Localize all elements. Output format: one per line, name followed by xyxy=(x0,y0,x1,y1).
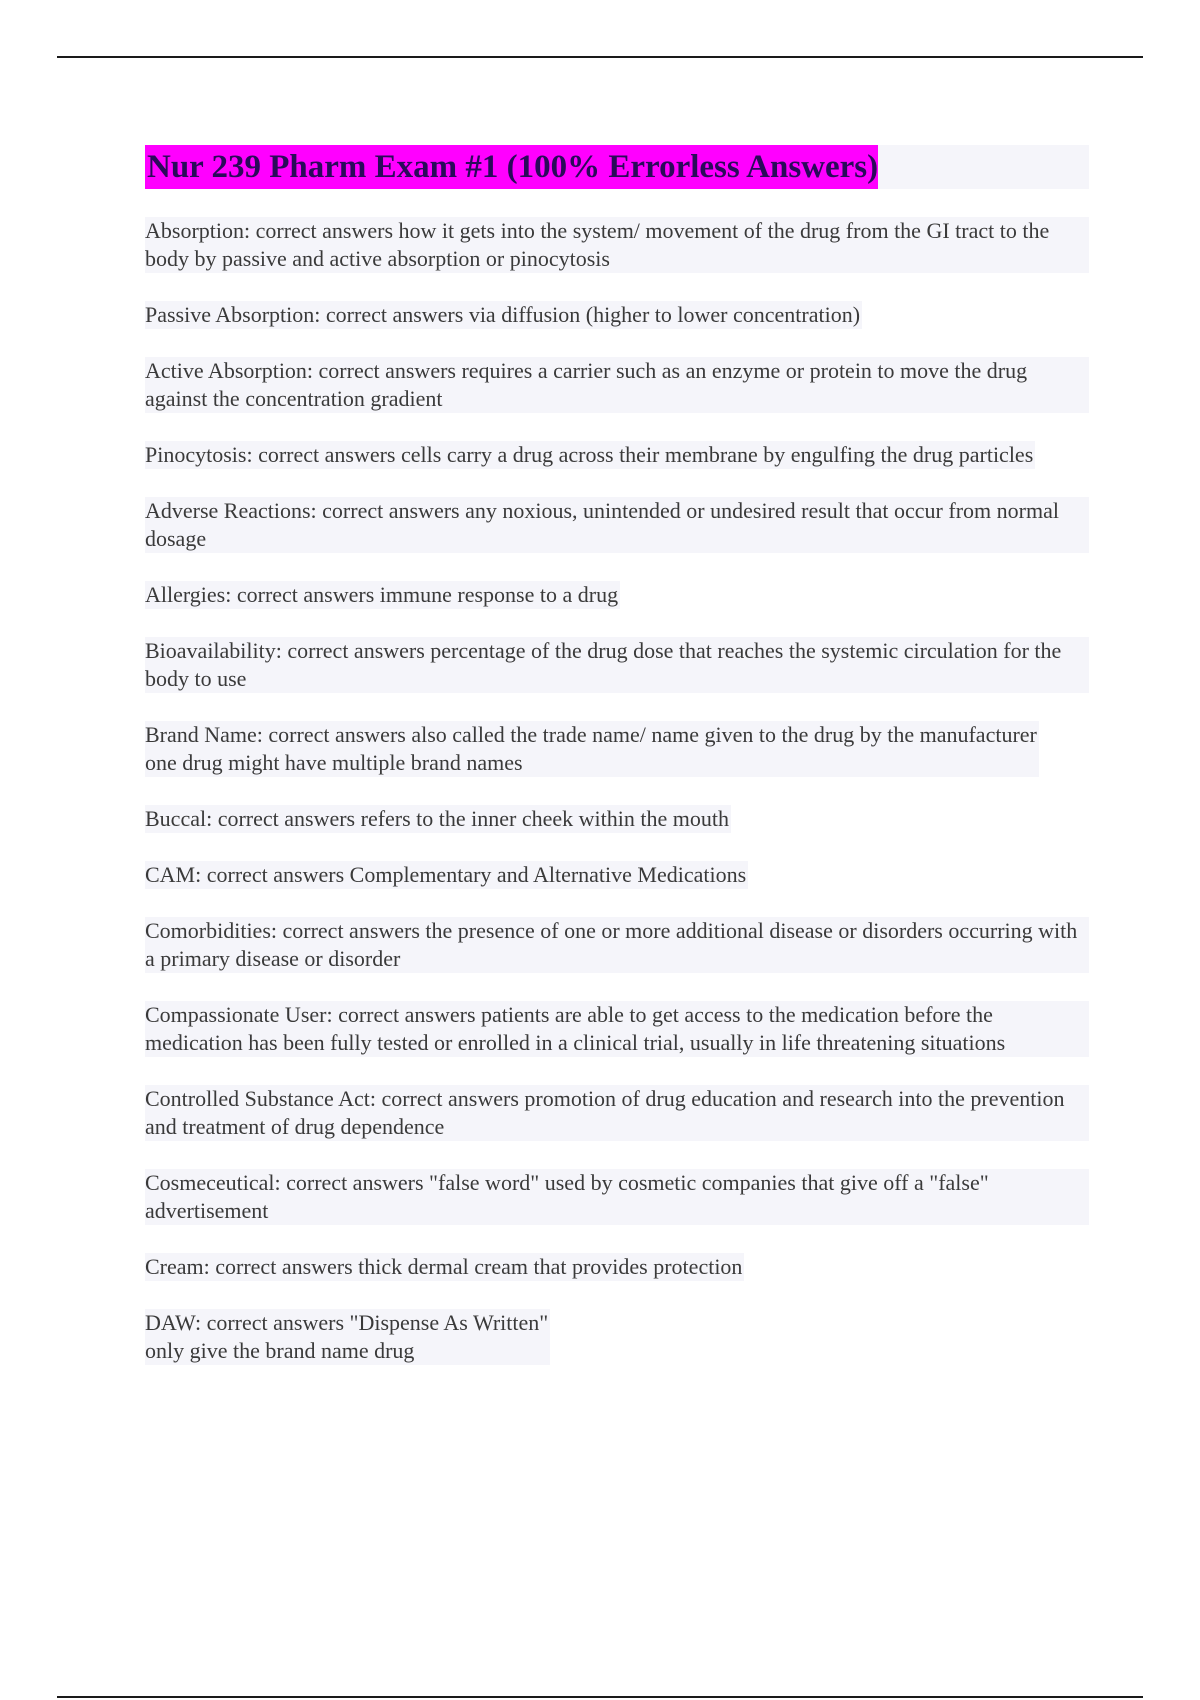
entry-extra-text: one drug might have multiple brand names xyxy=(145,750,523,775)
entry-extra-text: only give the brand name drug xyxy=(145,1338,415,1363)
entry-text: DAW: correct answers "Dispense As Written" xyxy=(145,1310,549,1335)
entry-text: CAM: correct answers Complementary and Alternative Medications xyxy=(145,862,747,887)
entry-brand-name xyxy=(145,721,1039,777)
title-block xyxy=(145,145,1089,189)
entry-bioavailability xyxy=(145,637,1089,693)
entry-comorbidities xyxy=(145,917,1089,973)
entry-cream xyxy=(145,1253,744,1281)
entry-pinocytosis xyxy=(145,441,1035,469)
entry-text: Allergies: correct answers immune response to a drug xyxy=(145,582,619,607)
entry-text: Controlled Substance Act: correct answers promotion of drug education and research into the prevention and treatment of drug dependence xyxy=(145,1086,1065,1139)
entry-cam xyxy=(145,861,748,889)
entry-controlled-substance-act xyxy=(145,1085,1089,1141)
top-rule xyxy=(57,56,1143,58)
entry-cosmeceutical xyxy=(145,1169,1089,1225)
entry-text: Pinocytosis: correct answers cells carry a drug across their membrane by engulfing the drug particles xyxy=(145,442,1034,467)
entry-allergies xyxy=(145,581,620,609)
entry-adverse-reactions xyxy=(145,497,1089,553)
entry-daw xyxy=(145,1309,550,1365)
entry-compassionate-user xyxy=(145,1001,1089,1057)
entry-passive-absorption xyxy=(145,301,862,329)
bottom-rule xyxy=(57,1696,1143,1698)
entry-active-absorption xyxy=(145,357,1089,413)
entry-text: Adverse Reactions: correct answers any noxious, unintended or undesired result that occur from normal dosage xyxy=(145,498,1059,551)
entry-text: Bioavailability: correct answers percentage of the drug dose that reaches the systemic circulation for the body to use xyxy=(145,638,1062,691)
entry-text: Cosmeceutical: correct answers "false word" used by cosmetic companies that give off a "false" advertisement xyxy=(145,1170,989,1223)
document-body xyxy=(145,145,1089,1393)
entry-text: Buccal: correct answers refers to the inner cheek within the mouth xyxy=(145,806,729,831)
document-title: Nur 239 Pharm Exam #1 (100% Errorless Answers) xyxy=(145,145,878,189)
entry-buccal xyxy=(145,805,731,833)
entry-text: Comorbidities: correct answers the presence of one or more additional disease or disorders occurring with a primary disease or disorder xyxy=(145,918,1078,971)
entry-text: Active Absorption: correct answers requires a carrier such as an enzyme or protein to move the drug against the concentration gradient xyxy=(145,358,1028,411)
entry-text: Cream: correct answers thick dermal cream that provides protection xyxy=(145,1254,743,1279)
entry-text: Absorption: correct answers how it gets into the system/ movement of the drug from the GI tract to the body by passive and active absorption or pinocytosis xyxy=(145,218,1050,271)
entry-absorption xyxy=(145,217,1089,273)
entry-text: Passive Absorption: correct answers via diffusion (higher to lower concentration) xyxy=(145,302,861,327)
entry-text: Compassionate User: correct answers patients are able to get access to the medication before the medication has been fully tested or enrolled in a clinical trial, usually in life threatening situations xyxy=(145,1002,1006,1055)
entry-text: Brand Name: correct answers also called the trade name/ name given to the drug by the manufacturer xyxy=(145,722,1037,747)
